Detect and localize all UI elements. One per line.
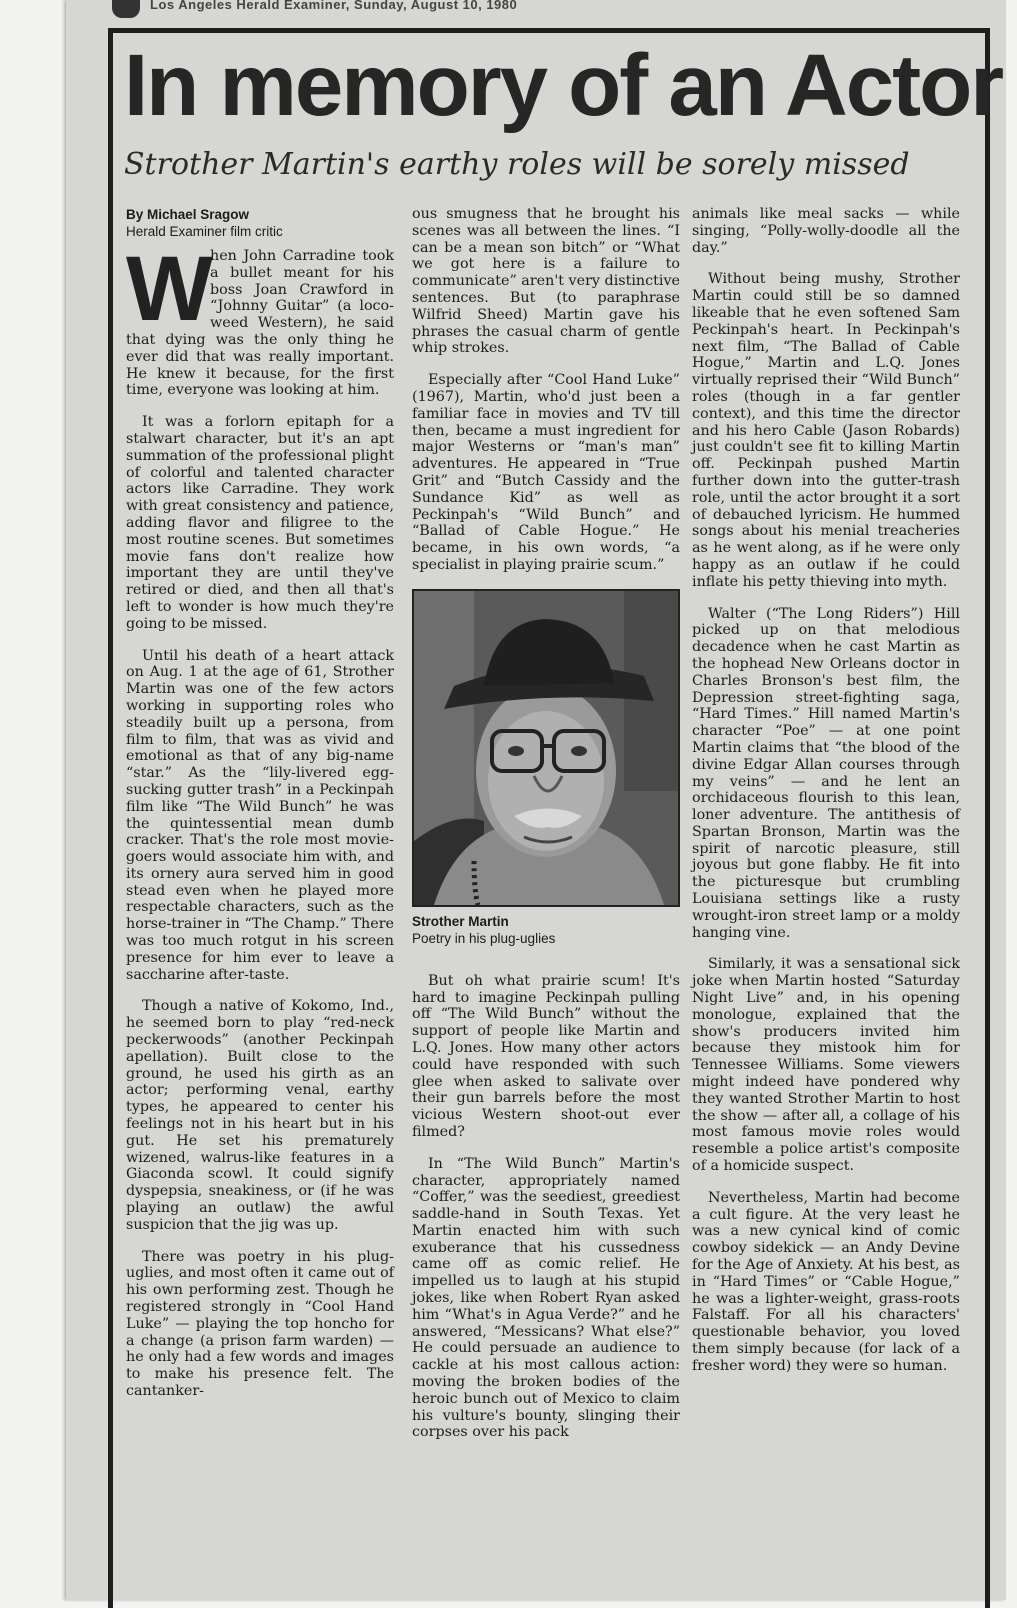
paragraph: It was a forlorn epitaph for a stalwart character, but it's an apt summation of the professional plight of colorful and talented character actors like Carradine. They work with great consistency and patience, adding flavor and filigree to the most routine scenes. But sometimes movie fans don't realize how important they are until they've retired or died, and then all that's left to wonder is how much they're going to be missed. — [126, 414, 394, 632]
paragraph: Especially after “Cool Hand Luke” (1967), Martin, who'd just been a familiar face in movies and TV till then, became a must ingredient for major Westerns or “man's man” adventures. He appeared in “True Grit” and “Butch Cassidy and the Sundance Kid” as well as Peckinpah's “Wild Bunch” and “Ballad of Cable Hogue.” He became, in his own words, “a specialist in playing prairie scum.” — [412, 372, 680, 573]
paragraph — [126, 238, 394, 399]
byline-author: By Michael Sragow — [126, 207, 250, 222]
paragraph: Walter (“The Long Riders”) Hill picked up on that melodious decadence when he cast Martin as the hophead New Orleans doctor in Charles Bronson's best film, the Depression street-fighting saga, “Hard Times.” Hill named Martin's character “Poe” — at one point Martin claims that “the blood of the divine Edgar Allan courses through my veins” — and he lent an orchidaceous flourish to this lean, loner adventure. The antithesis of Spartan Bronson, Martin was the spirit of narcotic pleasure, still joyous but gone flabby. He fit into the picturesque but crumbling Louisiana settings like a rusty wrought-iron street lamp or a moldy hanging vine. — [692, 605, 960, 941]
paragraph: Though a native of Kokomo, Ind., he seemed born to play “red-neck peckerwoods” (another Peckinpah apellation). Built close to the ground, he used his girth as an actor; performing venal, earthy types, he appeared to center his feelings not in his heart but in his gut. He set his prematurely wizened, walrus-like features in a Giaconda scowl. It could signify dyspepsia, sneakiness, or (if he was playing an outlaw) the awful suspicion that the jig was up. — [126, 998, 394, 1233]
paragraph: Nevertheless, Martin had become a cult figure. At the very least he was a new cynical kind of comic cowboy sidekick — an Andy Devine for the Age of Anxiety. At his best, as in “Hard Times” or “Cable Hogue,” he was a lighter-weight, grass-roots Falstaff. For all his characters' questionable behavior, you loved them simply because (for lack of a fresher word) they were so human. — [692, 1189, 960, 1374]
column-3 — [692, 206, 960, 1390]
drop-cap: W — [126, 238, 213, 340]
portrait-photo — [412, 589, 680, 907]
paragraph-text: hen John Carradine took a bullet meant for his boss Joan Crawford in “Johnny Guitar” (a loco-weed Western), he said that dying was the only thing he ever did that was really important. He knew it because, for the first time, everyone was looking at him. — [126, 248, 394, 399]
caption-name: Strother Martin — [412, 913, 509, 929]
paragraph: In “The Wild Bunch” Martin's character, appropriately named “Coffer,” was the seediest, greediest saddle-hand in South Texas. Yet Martin enacted him with such exuberance that his cussedness came off as comic relief. He impelled us to laugh at his stupid jokes, like when Robert Ryan asked him “What's in Agua Verde?” and he answered, “Messicans? What else?” He could persuade an audience to cackle at his most callous action: moving the broken bodies of the heroic bunch out of Mexico to claim his vulture's bounty, slinging their corpses over his pack — [412, 1155, 680, 1441]
masthead: Los Angeles Herald Examiner, Sunday, August 10, 1980 — [150, 0, 518, 12]
masthead-mark — [112, 0, 140, 18]
paragraph: animals like meal sacks — while singing, “Polly-wolly-doodle all the day.” — [692, 206, 960, 256]
paragraph: ous smugness that he brought his scenes was all between the lines. “I can be a mean son bitch” or “What we got here is a failure to communicate” aren't very distinctive sentences. But (to paraphrase Wilfrid Sheed) Martin gave his phrases the casual charm of gentle whip strokes. — [412, 206, 680, 357]
column-2 — [412, 206, 680, 1456]
paragraph: Without being mushy, Strother Martin could still be so damned likeable that he even softened Sam Peckinpah's heart. In Peckinpah's next film, “The Ballad of Cable Hogue,” Martin and L.Q. Jones virtually reprised their “Wild Bunch” roles (though in a far gentler context), and this time the director and his hero Cable (Jason Robards) just couldn't see fit to killing Martin off. Peckinpah pushed Martin further down into the gutter-trash role, until the actor brought it a sort of debauched lyricism. He hummed songs about his menial treacheries as he went along, as if he were only happy as an outlaw if he could inflate his petty thieving into myth. — [692, 271, 960, 590]
paragraph: Similarly, it was a sensational sick joke when Martin hosted “Saturday Night Live” and, in his opening monologue, explained that the show's producers invited him because they mistook him for Tennessee Williams. Some viewers might indeed have pondered why they wanted Strother Martin to host the show — after all, a collage of his most famous movie roles would resemble a police artist's composite of a homicide suspect. — [692, 956, 960, 1175]
paragraph: Until his death of a heart attack on Aug. 1 at the age of 61, Strother Martin was one of the few actors working in supporting roles who steadily built up a persona, from film to film, that was as vivid and emotional as that of any big-name “star.” As the “lily-livered egg-sucking gutter trash” in a Peckinpah film like “The Wild Bunch” he was the quintessential mean dumb cracker. That's the role most movie-goers would associate him with, and its ornery aura served him in good stead even when he played more respectable characters, such as the horse-trainer in “The Champ.” There was too much rotgut in his screen presence for him ever to leave a saccharine after-taste. — [126, 647, 394, 983]
subheadline: Strother Martin's earthy roles will be sorely missed — [124, 147, 910, 182]
byline — [126, 206, 394, 240]
column-1 — [126, 206, 394, 1415]
byline-title: Herald Examiner film critic — [126, 224, 283, 239]
paragraph: But oh what prairie scum! It's hard to imagine Peckinpah pulling off “The Wild Bunch” without the support of people like Martin and L.Q. Jones. How many other actors could have responded with such glee when asked to salivate over their gun barrels before the most vicious Western shoot-out ever filmed? — [412, 972, 680, 1140]
paragraph: There was poetry in his plug-uglies, and most often it came out of his own performing zest. Though he registered strongly in “Cool Hand Luke” — playing the top honcho for a change (a prison farm warden) — he only had a few words and images to make his presence felt. The cantanker- — [126, 1248, 394, 1399]
caption-text: Poetry in his plug-uglies — [412, 930, 556, 946]
headline: In memory of an Actor — [124, 37, 1003, 134]
photo-caption — [412, 913, 680, 947]
portrait-illustration — [414, 591, 678, 905]
